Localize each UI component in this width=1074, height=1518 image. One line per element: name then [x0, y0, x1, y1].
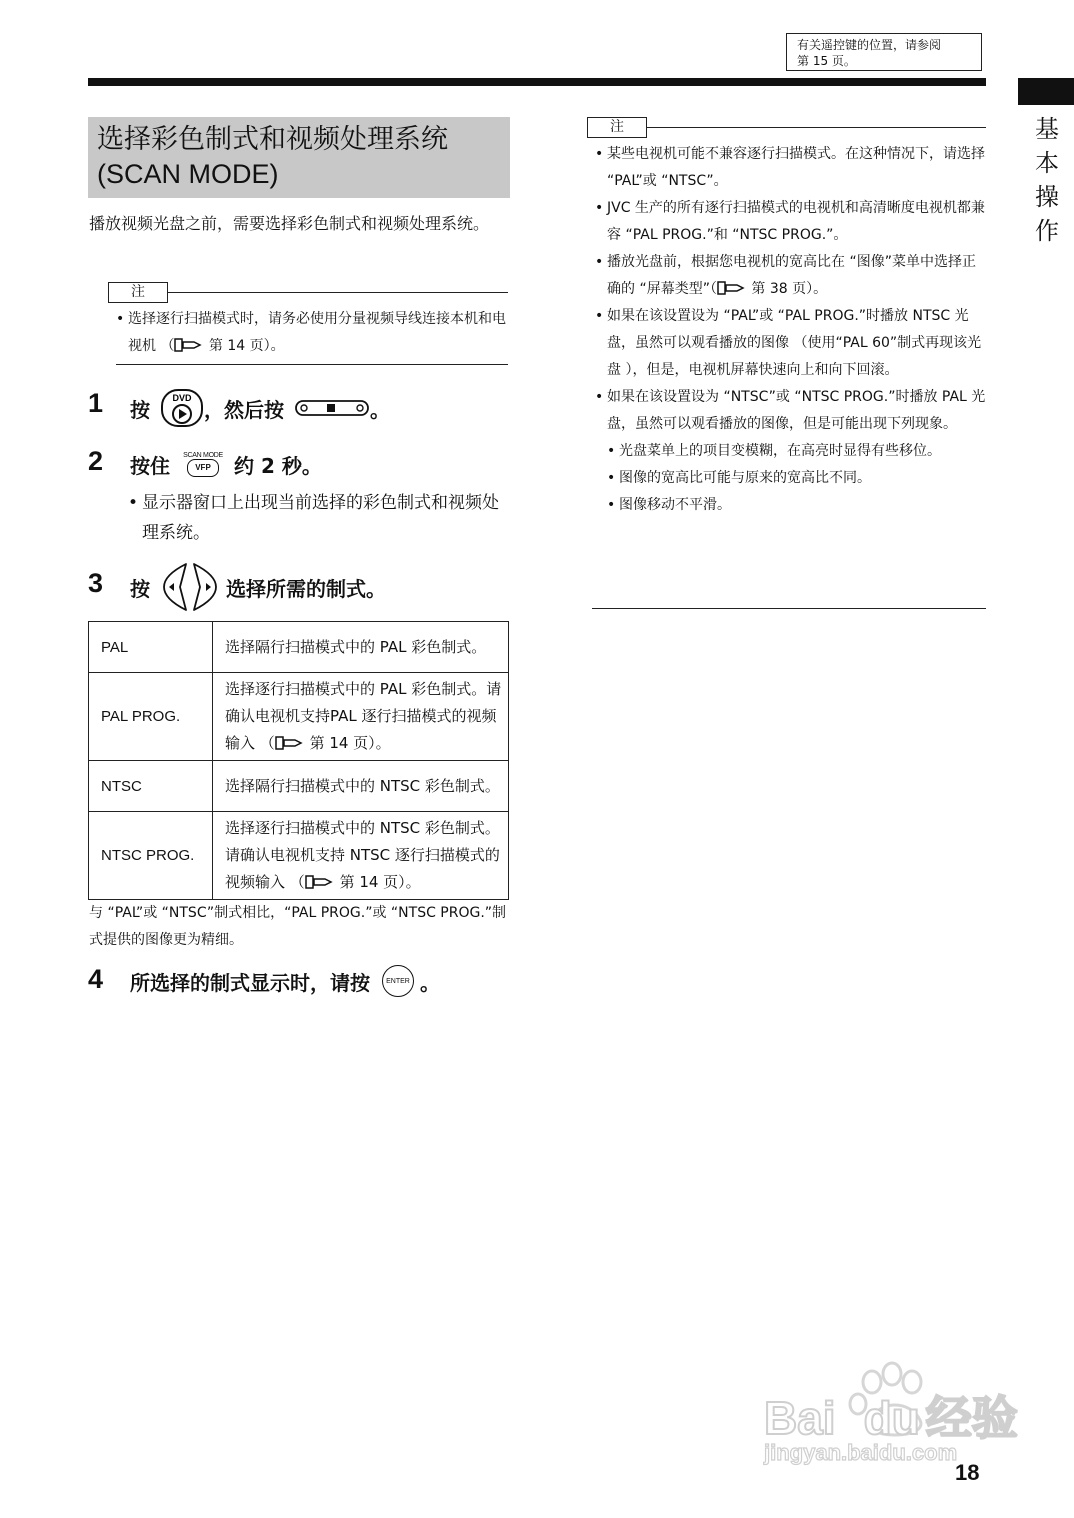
reference-hand-icon: [717, 281, 747, 295]
sub-item-text: 光盘菜单上的项目变模糊，在高亮时显得有些移位。: [619, 443, 941, 459]
section-tab-char: 作: [1035, 217, 1059, 245]
left-note-text: 选择逐行扫描模式时，请务必使用分量视频导线连接本机和电视机 （: [128, 311, 506, 354]
left-note-top-rule: [168, 292, 508, 293]
baidu-jingyan-watermark: [760, 1360, 1018, 1470]
right-note-list: [595, 141, 987, 519]
step-2-pre: 按住: [130, 453, 170, 478]
mode-desc-text: 选择隔行扫描模式中的 PAL 彩色制式。: [225, 637, 487, 656]
step-1-number: 1: [88, 388, 104, 418]
remote-reference-note: [786, 33, 982, 71]
note-item-text: 如果在该设置设为 “NTSC”或 “NTSC PROG.”时播放 PAL 光盘，虽然可以观看播放的图像，但是可能出现下列现象。: [607, 389, 986, 432]
scan-mode-label: SCAN MODE: [183, 451, 223, 459]
step-3-post: 选择所需的制式。: [226, 576, 386, 601]
right-note-bottom-rule: [592, 608, 986, 609]
table-row: [89, 622, 509, 673]
mode-name: NTSC: [89, 761, 213, 812]
page-number: 18: [955, 1460, 980, 1485]
section-tab-marker: [1018, 78, 1074, 105]
step-1-mid: ，然后按: [204, 397, 284, 422]
mode-description: [213, 622, 509, 673]
watermark-brand3: 经验: [925, 1392, 1018, 1444]
step-4-pre: 所选择的制式显示时，请按: [130, 970, 370, 995]
table-row: [89, 673, 509, 761]
note-item-text: 某些电视机可能不兼容逐行扫描模式。在这种情况下，请选择 “PAL”或 “NTSC”。: [607, 146, 985, 189]
mode-desc-ref: 第 14 页）。: [339, 873, 421, 891]
table-row: [89, 761, 509, 812]
dvd-label: DVD: [172, 393, 192, 403]
list-item: • 图像移动不平滑。: [607, 492, 987, 519]
mode-desc-ref: 第 14 页）。: [309, 734, 391, 752]
step-1-post: 。: [370, 397, 390, 422]
list-item: • 播放光盘前，根据您电视机的宽高比在 “图像”菜单中选择正确的 “屏幕类型”（ 第 38 页）。: [595, 254, 976, 297]
step-1-pre: 按: [130, 397, 150, 422]
vfp-button-icon: VFP: [187, 459, 219, 477]
note-item-text: 播放光盘前，根据您电视机的宽高比在 “图像”菜单中选择正确的 “屏幕类型”（: [607, 254, 976, 297]
note-item-text: 如果在该设置设为 “PAL”或 “PAL PROG.”时播放 NTSC 光盘，虽然可以观看播放的图像 （使用“PAL 60”制式再现该光盘 ），但是，电视机屏幕快速向上和向下回滚。: [607, 308, 982, 378]
step-2-text: [130, 446, 322, 482]
sub-item-text: 图像移动不平滑。: [619, 497, 731, 513]
mode-desc-text: 选择隔行扫描模式中的 NTSC 彩色制式。: [225, 776, 500, 795]
watermark-brand2: du: [863, 1392, 920, 1444]
right-note-top-rule: [647, 127, 986, 128]
step-4-text: [130, 962, 440, 1000]
ref-note-line2: 第 15 页。: [797, 54, 856, 68]
watermark-url: jingyan.baidu.com: [764, 1440, 958, 1465]
comparison-footnote: 与 “PAL”或 “NTSC”制式相比，“PAL PROG.”或 “NTSC PROG.”制式提供的图像更为精细。: [89, 905, 507, 948]
mode-name: PAL PROG.: [89, 673, 213, 761]
reference-hand-icon: [275, 736, 305, 750]
section-tab-char: 本: [1035, 149, 1059, 177]
section-tab-char: 操: [1035, 183, 1059, 211]
dvd-play-button-icon: [160, 388, 204, 428]
enter-button-icon: ENTER: [382, 965, 414, 997]
reference-hand-icon: [305, 875, 335, 889]
mode-description: [213, 673, 509, 761]
intro-paragraph: 播放视频光盘之前，需要选择彩色制式和视频处理系统。: [89, 214, 490, 233]
reference-hand-icon: [174, 338, 204, 352]
right-note-label: 注: [587, 117, 647, 138]
stop-button-icon: [294, 399, 370, 417]
step-1-text: [130, 388, 390, 428]
scan-mode-button: [180, 452, 226, 477]
step-3-text: [130, 562, 386, 612]
step-4-number: 4: [88, 964, 104, 994]
mode-description: [213, 761, 509, 812]
right-arrow-button-icon: [190, 562, 220, 612]
step-2-bullet-text: 显示器窗口上出现当前选择的彩色制式和视频处理系统。: [142, 493, 499, 543]
header-rule: [88, 78, 986, 86]
step-2-number: 2: [88, 446, 104, 476]
step-4-post: 。: [420, 970, 440, 995]
mode-desc-text: 选择逐行扫描模式中的 PAL 彩色制式。请确认电视机支持PAL 逐行扫描模式的视频输入 （: [225, 680, 502, 752]
mode-name: PAL: [89, 622, 213, 673]
list-item: • 如果在该设置设为 “NTSC”或 “NTSC PROG.”时播放 PAL 光盘，虽然可以观看播放的图像，但是可能出现下列现象。: [595, 384, 987, 438]
title-line1: 选择彩色制式和视频处理系统: [97, 124, 448, 155]
step-2-post: 约 2 秒。: [234, 453, 322, 478]
list-item: • 如果在该设置设为 “PAL”或 “PAL PROG.”时播放 NTSC 光盘，虽然可以观看播放的图像 （使用“PAL 60”制式再现该光盘 ），但是，电视机屏幕快速向上和向下回滚。: [595, 303, 987, 384]
sub-list: [595, 438, 987, 519]
left-note-ref: 第 14 页）。: [208, 338, 285, 354]
table-row: [89, 812, 509, 900]
step-3-pre: 按: [130, 576, 150, 601]
list-item: • 图像的宽高比可能与原来的宽高比不同。: [607, 465, 987, 492]
note-item-text: JVC 生产的所有逐行扫描模式的电视机和高清晰度电视机都兼容 “PAL PROG.”和 “NTSC PROG.”。: [607, 200, 985, 243]
section-tab-label: [1030, 112, 1064, 248]
left-note-bottom-rule: [116, 364, 508, 365]
page-title: [88, 117, 510, 198]
left-note-item: • 选择逐行扫描模式时，请务必使用分量视频导线连接本机和电视机 （ 第 14 页）。: [116, 311, 506, 354]
left-note-label: 注: [108, 282, 168, 303]
step-3-number: 3: [88, 568, 104, 598]
note-item-ref: 第 38 页）。: [751, 281, 828, 297]
mode-desc-text: 选择逐行扫描模式中的 NTSC 彩色制式。请确认电视机支持 NTSC 逐行扫描模式的视频输入 （: [225, 819, 500, 891]
sub-item-text: 图像的宽高比可能与原来的宽高比不同。: [619, 470, 871, 486]
list-item: • JVC 生产的所有逐行扫描模式的电视机和高清晰度电视机都兼容 “PAL PROG.”和 “NTSC PROG.”。: [595, 195, 987, 249]
list-item: • 某些电视机可能不兼容逐行扫描模式。在这种情况下，请选择 “PAL”或 “NTSC”。: [595, 141, 987, 195]
ref-note-line1: 有关遥控键的位置，请参阅: [797, 38, 942, 52]
mode-description: [213, 812, 509, 900]
scan-mode-table: [88, 621, 509, 900]
section-tab-char: 基: [1035, 115, 1059, 143]
list-item: • 光盘菜单上的项目变模糊，在高亮时显得有些移位。: [607, 438, 987, 465]
left-arrow-button-icon: [160, 562, 190, 612]
mode-name: NTSC PROG.: [89, 812, 213, 900]
watermark-brand: Bai: [764, 1392, 836, 1444]
step-2-bullet: • 显示器窗口上出现当前选择的彩色制式和视频处理系统。: [128, 488, 510, 548]
title-line2: (SCAN MODE): [97, 159, 279, 189]
